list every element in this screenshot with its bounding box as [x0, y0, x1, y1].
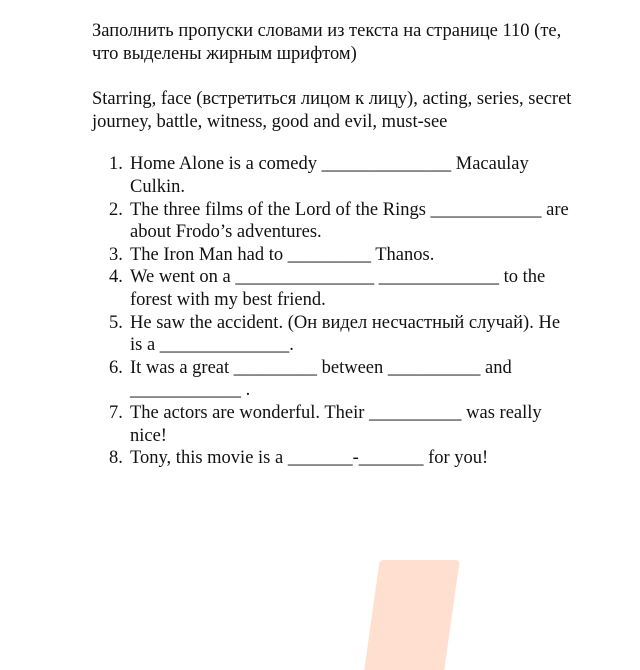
exercise-sentence: We went on a _______________ _____________ to the forest with my best friend. [130, 267, 546, 310]
instruction-text: Заполнить пропуски словами из текста на странице 110 (те, что выделены жирным шрифтом) [92, 21, 562, 64]
exercise-item-3 [92, 244, 602, 267]
exercise-sentence: It was a great _________ between __________ and ____________ . [130, 357, 512, 401]
exercise-number: 3. [109, 244, 123, 265]
exercise-number: 1. [109, 154, 123, 175]
exercise-sentence: Tony, this movie is a _______-_______ for you! [130, 448, 489, 469]
exercise-item-2 [92, 199, 602, 244]
watermark-shape [364, 560, 459, 670]
exercise-number: 8. [109, 448, 123, 469]
exercise-item-1 [92, 153, 602, 198]
worksheet [92, 20, 602, 470]
exercise-item-4 [92, 266, 602, 311]
exercise-sentence: He saw the accident. (Он видел несчастный случай). He is a ______________. [130, 312, 561, 356]
exercise-sentence: The actors are wonderful. Their __________ was really nice! [130, 402, 542, 446]
exercise-item-8 [92, 447, 602, 470]
exercise-number: 4. [109, 267, 123, 288]
exercise-item-7 [92, 402, 602, 447]
word-bank-text: Starring, face (встретиться лицом к лицу), acting, series, secret journey, battle, witness, good and evil, must-see [92, 89, 572, 132]
exercise-number: 5. [109, 312, 123, 333]
exercise-sentence: The Iron Man had to _________ Thanos. [130, 244, 435, 265]
exercise-item-5 [92, 312, 602, 357]
exercise-number: 7. [109, 402, 123, 423]
exercise-number: 6. [109, 357, 123, 378]
exercise-sentence: Home Alone is a comedy ______________ Macaulay Culkin. [130, 154, 529, 197]
exercise-item-6 [92, 357, 602, 402]
exercise-number: 2. [109, 199, 123, 220]
exercise-sentence: The three films of the Lord of the Rings ____________ are about Frodo’s adventures. [130, 199, 569, 243]
exercise-list [92, 153, 602, 469]
